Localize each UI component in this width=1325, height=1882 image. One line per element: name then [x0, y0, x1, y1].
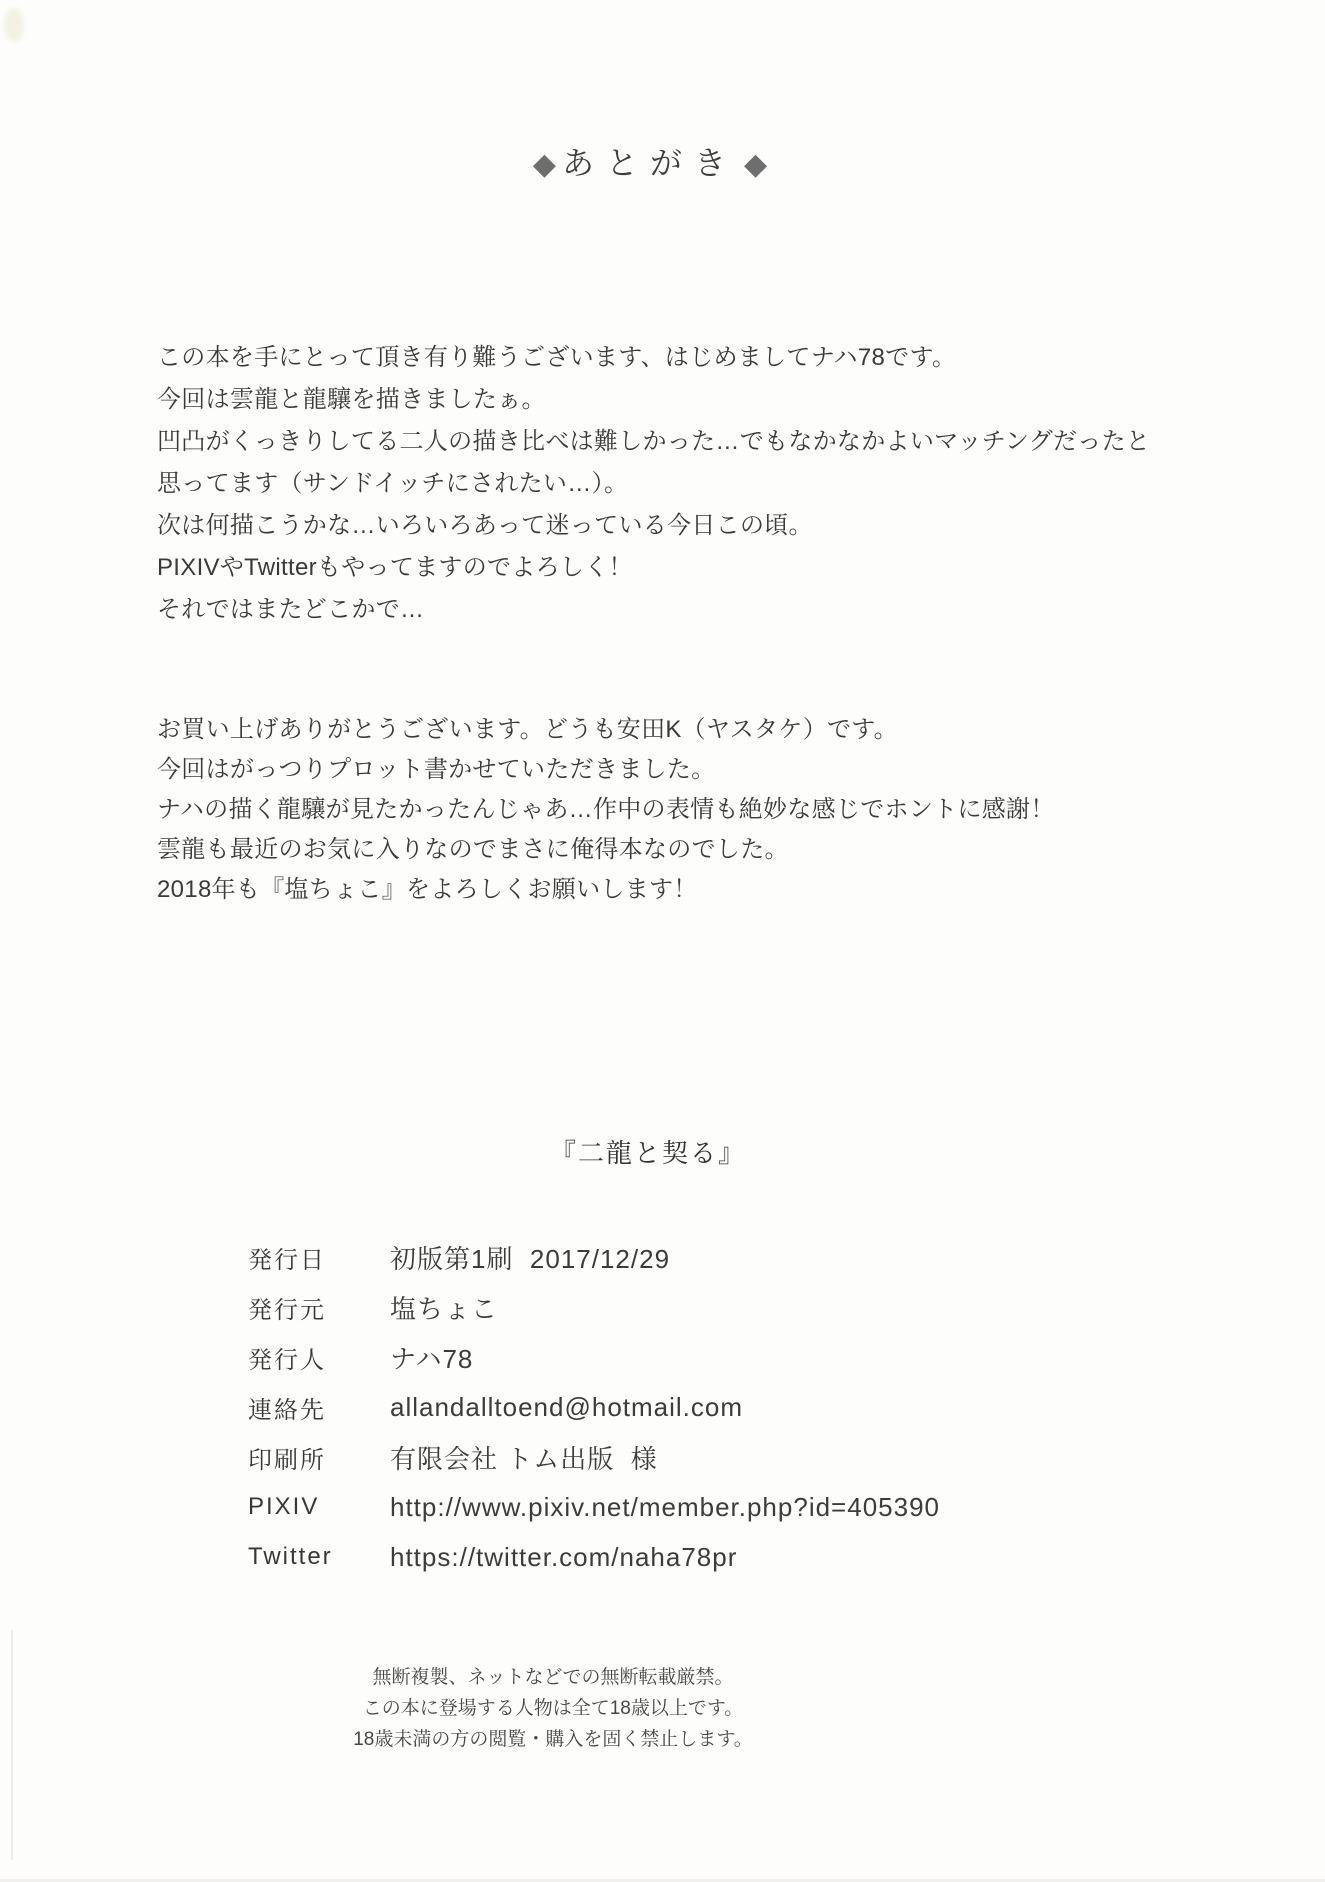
text-line: 思ってます（サンドイッチにされたい…）。 — [157, 470, 629, 497]
page-title-text: あとがき — [561, 145, 738, 181]
diamond-icon-right: ◆ — [744, 147, 768, 182]
text-line: 雲龍も最近のお気に入りなのでまさに俺得本なのでした。 — [157, 836, 789, 863]
colophon-value-pixiv-url: http://www.pixiv.net/member.php?id=405390 — [390, 1491, 940, 1522]
book-title: 『二龍と契る』 — [549, 1138, 746, 1168]
disclaimer-line: 18歳未満の方の閲覧・購入を固く禁止します。 — [353, 1729, 753, 1750]
colophon-value: 初版第1刷 2017/12/29 — [390, 1243, 671, 1274]
colophon-label: 印刷所 — [248, 1446, 326, 1474]
colophon-label: 発行日 — [248, 1246, 326, 1274]
colophon-value-email: allandalltoend@hotmail.com — [390, 1391, 744, 1422]
colophon-row-pixiv — [248, 1482, 940, 1532]
scan-artifact-smudge — [4, 8, 24, 42]
text-line: お買い上げありがとうございます。どうも安田K（ヤスタケ）です。 — [157, 716, 898, 743]
afterword-writer-paragraph — [157, 710, 1285, 910]
text-line: 凹凸がくっきりしてる二人の描き比べは難しかった…でもなかなかよいマッチングだったと — [157, 428, 1151, 455]
text-line: 2018年も『塩ちょこ』をよろしくお願いします！ — [157, 876, 698, 903]
colophon-row-publisher — [248, 1282, 940, 1332]
colophon-value-twitter-url: https://twitter.com/naha78pr — [390, 1541, 738, 1572]
text-line: PIXIVやTwitterもやってますのでよろしく！ — [157, 554, 633, 581]
colophon-label: PIXIV — [248, 1493, 320, 1520]
disclaimer — [0, 1662, 1106, 1755]
colophon-table — [248, 1232, 940, 1582]
colophon-row-issuer — [248, 1332, 940, 1382]
text-line: 今回はがっつりプロット書かせていただきました。 — [157, 756, 716, 783]
text-line: それではまたどこかで… — [157, 596, 425, 623]
colophon-label: 発行元 — [248, 1296, 326, 1324]
text-line: 今回は雲龍と龍驤を描きましたぁ。 — [157, 386, 546, 413]
text-line: 次は何描こうかな…いろいろあって迷っている今日この頃。 — [157, 512, 813, 539]
text-line: ナハの描く龍驤が見たかったんじゃあ…作中の表情も絶妙な感じでホントに感謝！ — [157, 796, 1055, 823]
text-line: この本を手にとって頂き有り難うございます、はじめましてナハ78です。 — [157, 344, 957, 371]
scan-artifact-left-line — [11, 1630, 13, 1860]
colophon-row-contact — [248, 1382, 940, 1432]
colophon-row-publish-date — [248, 1232, 940, 1282]
colophon-label: 発行人 — [248, 1346, 326, 1374]
colophon-value: 塩ちょこ — [390, 1293, 499, 1324]
disclaimer-line: この本に登場する人物は全て18歳以上です。 — [362, 1698, 744, 1719]
colophon-row-printer — [248, 1432, 940, 1482]
disclaimer-line: 無断複製、ネットなどでの無断転載厳禁。 — [372, 1667, 734, 1688]
colophon-label: 連絡先 — [248, 1396, 326, 1424]
diamond-icon-left: ◆ — [532, 147, 556, 182]
page-title — [0, 138, 1300, 184]
colophon-row-twitter — [248, 1532, 940, 1582]
colophon-label: Twitter — [248, 1543, 333, 1570]
colophon-value: ナハ78 — [390, 1343, 474, 1374]
afterword-artist-paragraph — [157, 337, 1285, 631]
colophon-value: 有限会社 トム出版 様 — [390, 1443, 658, 1474]
